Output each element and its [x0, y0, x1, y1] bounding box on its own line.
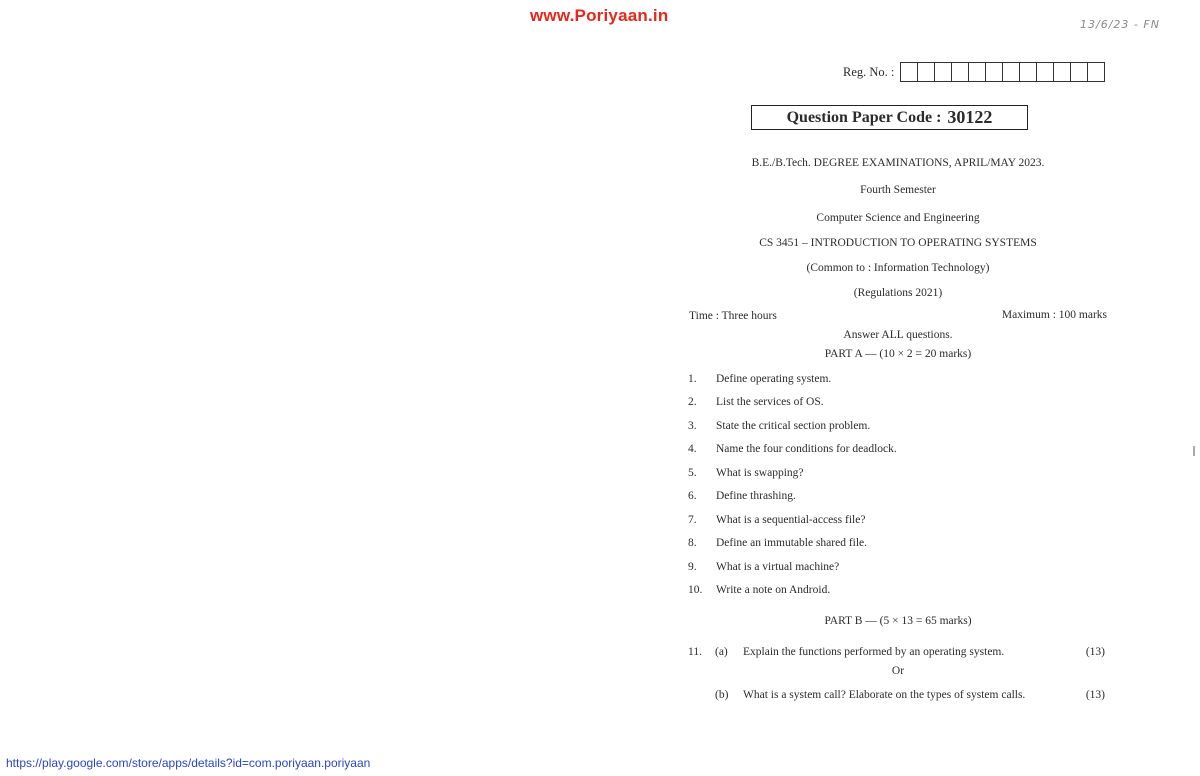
instruction: Answer ALL questions. — [843, 329, 953, 341]
reg-no-box — [918, 62, 935, 82]
question-11a-label: (a) — [715, 646, 728, 658]
exam-title: B.E./B.Tech. DEGREE EXAMINATIONS, APRIL/MAY 2023. — [751, 157, 1045, 169]
semester: Fourth Semester — [860, 184, 936, 196]
question-number: 6. — [688, 490, 697, 502]
question-11-number: 11. — [688, 646, 702, 658]
question-text: List the services of OS. — [716, 396, 824, 408]
question-text: What is a virtual machine? — [716, 561, 840, 573]
question-number: 8. — [688, 537, 697, 549]
question-text: Write a note on Android. — [716, 584, 831, 596]
reg-no-box — [969, 62, 986, 82]
reg-no-box — [1088, 62, 1105, 82]
handwritten-date: 13/6/23 - FN — [1080, 18, 1160, 31]
question-10 — [688, 584, 830, 596]
department: Computer Science and Engineering — [816, 212, 980, 224]
reg-no-box — [901, 62, 918, 82]
question-11b-label: (b) — [715, 689, 729, 701]
reg-no-box — [1020, 62, 1037, 82]
reg-no-box — [986, 62, 1003, 82]
question-text: Define operating system. — [716, 373, 832, 385]
time-label: Time : Three hours — [689, 310, 777, 322]
regulations: (Regulations 2021) — [853, 287, 943, 299]
reg-no-box — [952, 62, 969, 82]
question-paper-code-label: Question Paper Code : — [786, 108, 942, 126]
part-a-title: PART A — (10 × 2 = 20 marks) — [824, 348, 972, 360]
question-11a-text: Explain the functions performed by an operating system. — [743, 646, 1005, 658]
reg-no-box — [1054, 62, 1071, 82]
question-11a-marks: (13) — [1085, 646, 1105, 658]
reg-no-box — [1037, 62, 1054, 82]
question-number: 9. — [688, 561, 697, 573]
or-separator: Or — [891, 665, 905, 677]
question-paper-code-box — [751, 105, 1028, 130]
question-number: 1. — [688, 373, 697, 385]
question-number: 10. — [688, 584, 703, 596]
question-text: Name the four conditions for deadlock. — [716, 443, 897, 455]
footer-link[interactable]: https://play.google.com/store/apps/details?id=com.poriyaan.poriyaan — [6, 756, 371, 770]
reg-no-box — [935, 62, 952, 82]
question-text: What is swapping? — [716, 467, 804, 479]
question-number: 7. — [688, 514, 697, 526]
scan-edge-mark — [1193, 446, 1195, 456]
question-9 — [688, 561, 839, 573]
part-b-title: PART B — (5 × 13 = 65 marks) — [824, 615, 972, 627]
question-text: Define an immutable shared file. — [716, 537, 868, 549]
question-4 — [688, 443, 897, 455]
reg-no-box — [1003, 62, 1020, 82]
reg-no-boxes — [900, 62, 1105, 82]
question-paper-code: 30122 — [947, 107, 993, 127]
question-text: State the critical section problem. — [716, 420, 871, 432]
question-11b-marks: (13) — [1085, 689, 1105, 701]
question-text: Define thrashing. — [716, 490, 796, 502]
question-number: 5. — [688, 467, 697, 479]
common-to: (Common to : Information Technology) — [806, 262, 990, 274]
question-1 — [688, 373, 831, 385]
max-marks-label: Maximum : 100 marks — [1001, 309, 1107, 321]
question-number: 2. — [688, 396, 697, 408]
question-number: 4. — [688, 443, 697, 455]
question-6 — [688, 490, 796, 502]
question-8 — [688, 537, 867, 549]
reg-no-box — [1071, 62, 1088, 82]
question-3 — [688, 420, 870, 432]
question-5 — [688, 467, 804, 479]
question-number: 3. — [688, 420, 697, 432]
question-7 — [688, 514, 865, 526]
reg-no-label: Reg. No. : — [843, 65, 895, 79]
site-link[interactable]: www.Poriyaan.in — [530, 6, 669, 25]
question-text: What is a sequential-access file? — [716, 514, 866, 526]
question-11b-text: What is a system call? Elaborate on the types of system calls. — [743, 689, 1026, 701]
course-title: CS 3451 – INTRODUCTION TO OPERATING SYSTEMS — [759, 237, 1037, 249]
question-2 — [688, 396, 824, 408]
